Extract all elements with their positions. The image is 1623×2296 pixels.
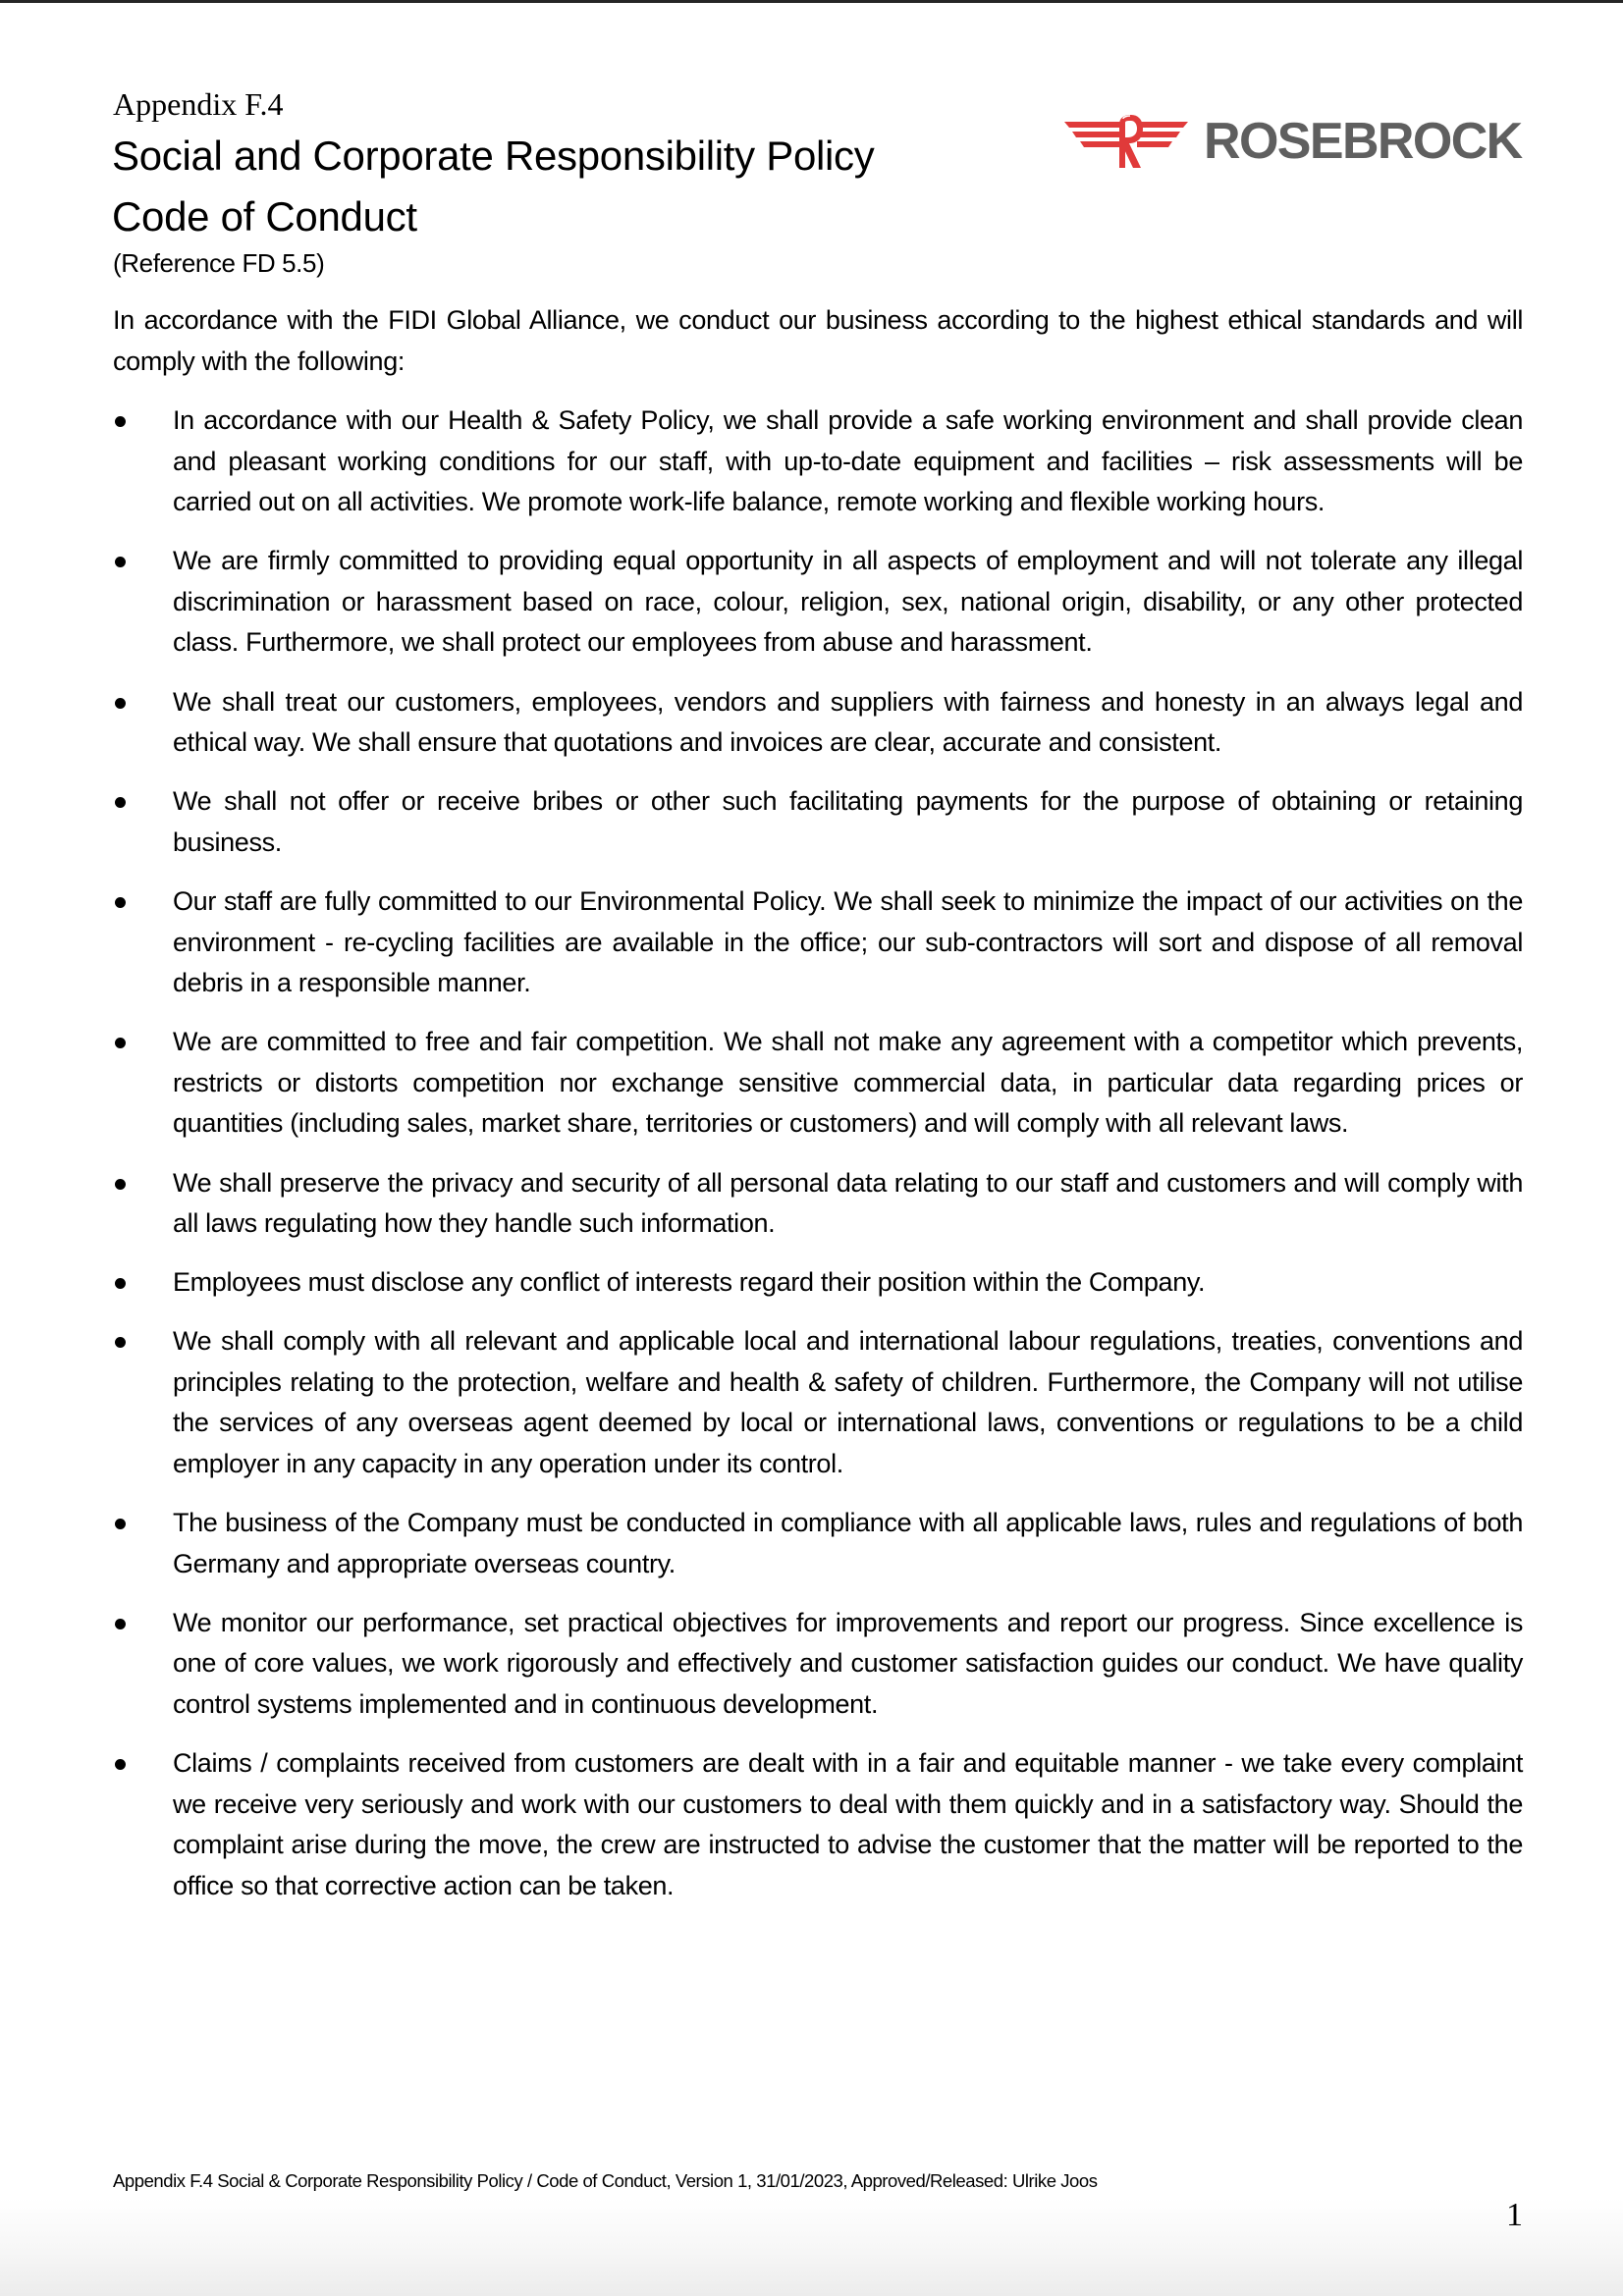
- bullet-icon: [115, 1759, 126, 1770]
- policy-list: [113, 400, 1523, 1925]
- page-title: [112, 126, 874, 247]
- policy-text: We shall treat our customers, employees, vendors and suppliers with fairness and honesty in an always legal and ethical way. We shall ensure that quotations and invoices are clear, accurate and consistent.: [173, 686, 1523, 758]
- bullet-icon: [115, 1038, 126, 1048]
- policy-item-data-privacy: [113, 1163, 1523, 1245]
- policy-item-legal-compliance: [113, 1503, 1523, 1584]
- logo-wordmark: ROSEBROCK: [1204, 113, 1522, 170]
- policy-text: We shall preserve the privacy and security of all personal data relating to our staff and customers and will comply with all laws regulating how they handle such information.: [173, 1167, 1523, 1239]
- policy-item-child-labour: [113, 1321, 1523, 1484]
- company-logo: [1064, 112, 1522, 171]
- bullet-icon: [115, 557, 126, 567]
- policy-text: Employees must disclose any conflict of interests regard their position within the Company.: [173, 1267, 1206, 1298]
- policy-item-fair-treatment: [113, 682, 1523, 764]
- intro-paragraph: In accordance with the FIDI Global Alliance, we conduct our business according to the highest ethical standards and will comply with the following:: [113, 305, 1523, 376]
- policy-text: We shall comply with all relevant and applicable local and international labour regulations, treaties, conventions and principles relating to the protection, welfare and health & safety of children. Furthermore, the Company will not utilise the services of any overseas agent deemed by local or international laws, conventions or regulations to be a child employer in any capacity in any operation under its control.: [173, 1326, 1523, 1479]
- bullet-icon: [115, 1619, 126, 1629]
- policy-item-environmental: [113, 881, 1523, 1004]
- title-line-2: Code of Conduct: [112, 193, 417, 240]
- appendix-label: Appendix F.4: [113, 86, 284, 122]
- bullet-icon: [115, 1278, 126, 1289]
- policy-item-conflict-of-interest: [113, 1262, 1523, 1304]
- policy-text: The business of the Company must be conducted in compliance with all applicable laws, rules and regulations of both Germany and appropriate overseas country.: [173, 1508, 1523, 1578]
- page-number: 1: [1506, 2197, 1523, 2233]
- document-footer: Appendix F.4 Social & Corporate Responsibility Policy / Code of Conduct, Version 1, 31/01/2023, Approved/Released: Ulrike Joos: [113, 2170, 1098, 2191]
- policy-text: Our staff are fully committed to our Environmental Policy. We shall seek to minimize the impact of our activities on the environment - re-cycling facilities are available in the office; our sub-contractors will sort and dispose of all removal debris in a responsible manner.: [173, 885, 1523, 998]
- title-line-1: Social and Corporate Responsibility Policy: [112, 133, 875, 179]
- policy-text: We shall not offer or receive bribes or other such facilitating payments for the purpose of obtaining or retaining business.: [173, 786, 1523, 857]
- winged-r-emblem-icon: [1064, 113, 1190, 170]
- policy-text: In accordance with our Health & Safety Policy, we shall provide a safe working environment and shall provide clean and pleasant working conditions for our staff, with up-to-date equipment and facilities – risk assessments will be carried out on all activities. We promote work-life balance, remote working and flexible working hours.: [173, 405, 1523, 517]
- policy-item-equal-opportunity: [113, 541, 1523, 664]
- policy-text: We are committed to free and fair competition. We shall not make any agreement with a competitor which prevents, restricts or distorts competition nor exchange sensitive commercial data, in particular data regarding prices or quantities (including sales, market share, territories or customers) and will comply with all relevant laws.: [173, 1027, 1523, 1139]
- policy-text: We are firmly committed to providing equal opportunity in all aspects of employment and will not tolerate any illegal discrimination or harassment based on race, colour, religion, sex, national origin, disability, or any other protected class. Furthermore, we shall protect our employees from abuse and harassment.: [173, 546, 1523, 658]
- bullet-icon: [115, 698, 126, 709]
- policy-text: Claims / complaints received from customers are dealt with in a fair and equitable manner - we take every complaint we receive very seriously and work with our customers to deal with them quickly and in a satisfactory way. Should the complaint arise during the move, the crew are instructed to advise the customer that the matter will be reported to the office so that corrective action can be taken.: [173, 1748, 1523, 1900]
- policy-item-health-safety: [113, 400, 1523, 523]
- bullet-icon: [115, 897, 126, 908]
- policy-item-fair-competition: [113, 1022, 1523, 1145]
- policy-item-anti-bribery: [113, 781, 1523, 863]
- policy-item-complaints: [113, 1743, 1523, 1906]
- bullet-icon: [115, 416, 126, 427]
- bullet-icon: [115, 1179, 126, 1190]
- bullet-icon: [115, 1519, 126, 1529]
- policy-text: We monitor our performance, set practical objectives for improvements and report our progress. Since excellence is one of core values, we work rigorously and effectively and customer satisfaction guides our conduct. We have quality control systems implemented and in continuous development.: [173, 1607, 1523, 1720]
- reference-label: (Reference FD 5.5): [113, 248, 325, 278]
- bullet-icon: [115, 797, 126, 808]
- policy-item-quality-monitoring: [113, 1603, 1523, 1726]
- bullet-icon: [115, 1337, 126, 1348]
